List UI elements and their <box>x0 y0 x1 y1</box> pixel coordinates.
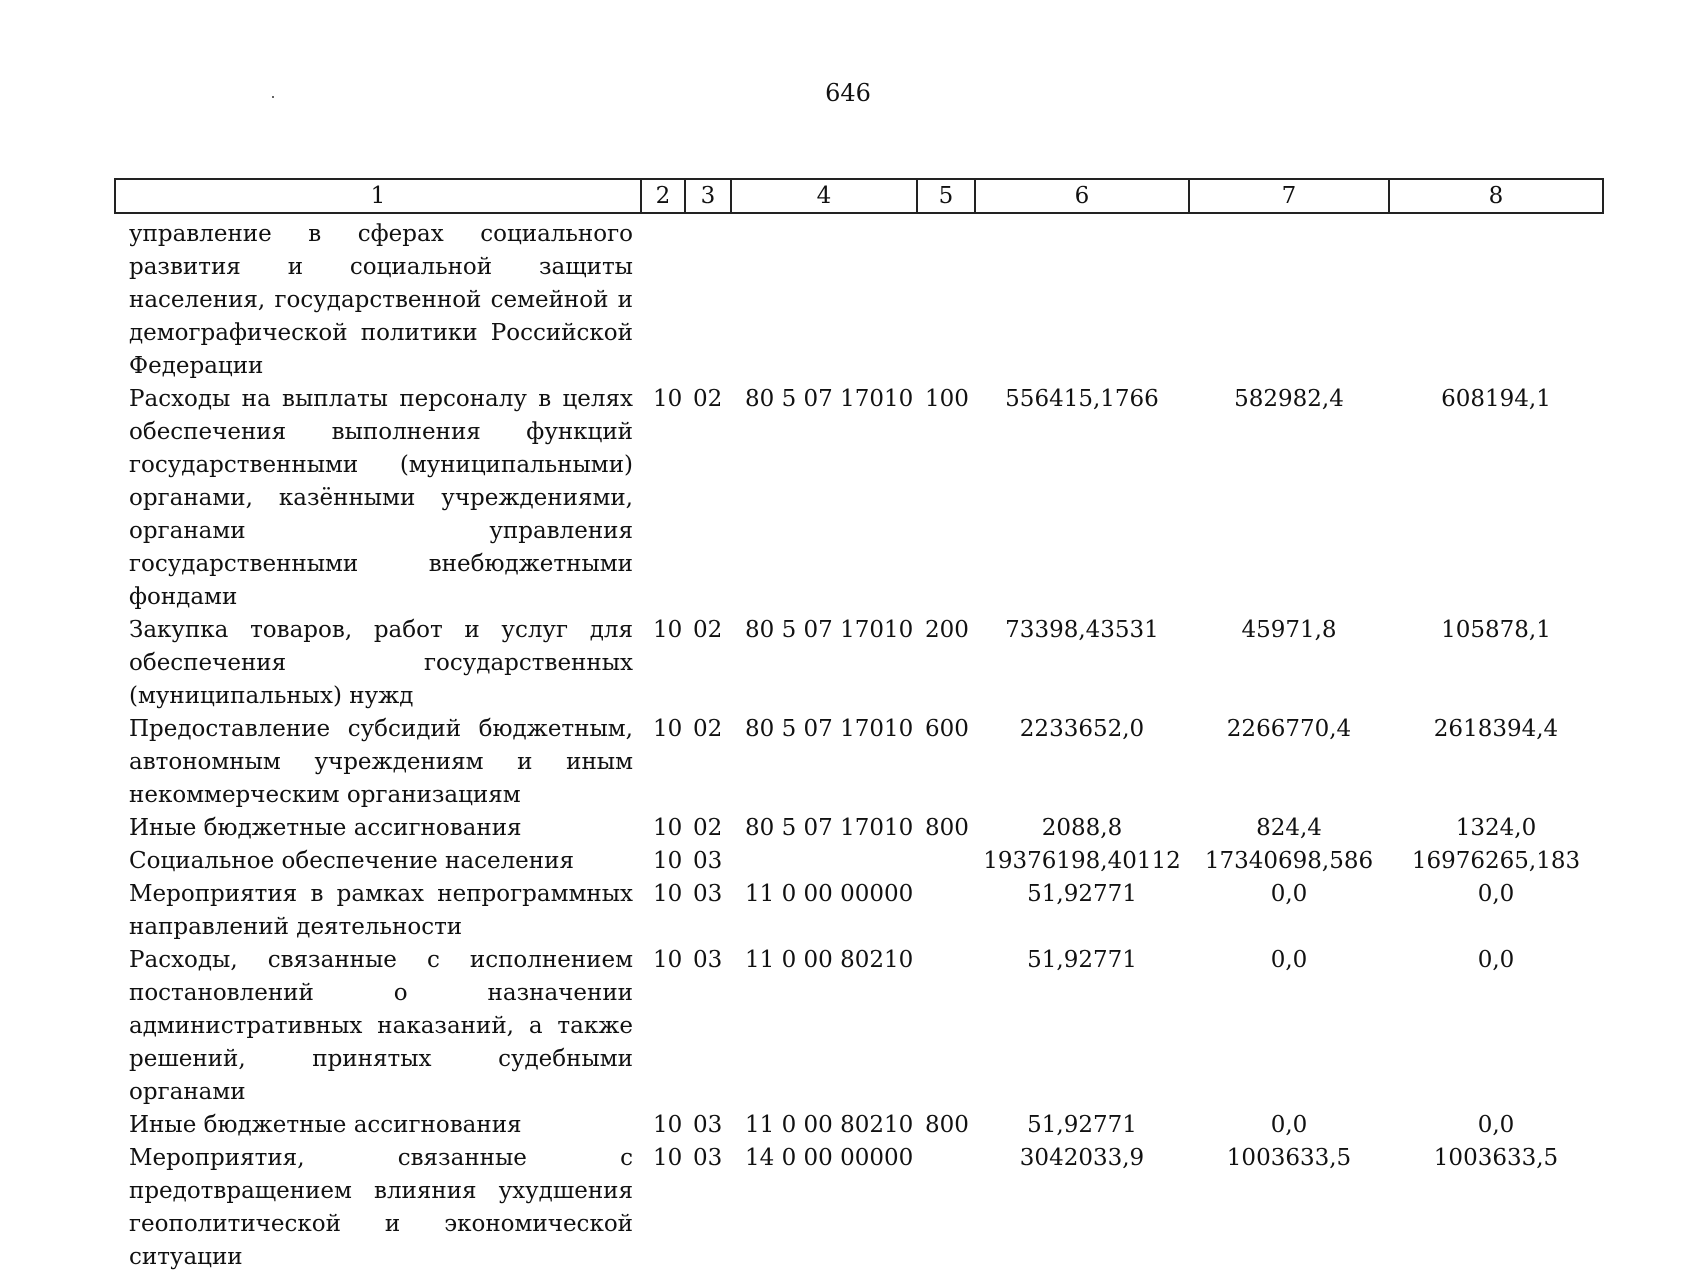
row-target-article <box>731 845 917 878</box>
table-row <box>115 878 1603 944</box>
row-value-col6: 51,92771 <box>1027 947 1137 973</box>
row-target-article: 80 5 07 17010 <box>745 815 914 841</box>
row-section: 10 <box>653 848 683 874</box>
row-target-article <box>731 213 917 383</box>
row-target-article: 80 5 07 17010 <box>745 386 914 412</box>
row-value-col6: 3042033,9 <box>1019 1145 1145 1171</box>
row-section: 10 <box>653 1145 683 1171</box>
row-section <box>641 213 685 383</box>
row-value-col6: 51,92771 <box>1027 881 1137 907</box>
row-subsection: 02 <box>693 815 723 841</box>
row-value-col6: 2233652,0 <box>1019 716 1145 742</box>
header-col-8: 8 <box>1389 179 1603 213</box>
row-value-col7: 824,4 <box>1256 815 1322 841</box>
row-expense-type: 200 <box>925 617 969 643</box>
table-body <box>115 213 1603 1274</box>
row-name: Иные бюджетные ассигнования <box>129 815 522 841</box>
header-col-1: 1 <box>115 179 641 213</box>
row-value-col6: 51,92771 <box>1027 1112 1137 1138</box>
row-name: управление в сферах социального развития и социальной защиты населения, государственной семейной и демографической политики Российской Федерации <box>129 221 633 379</box>
row-value-col8: 0,0 <box>1477 881 1515 907</box>
row-name: Мероприятия, связанные с предотвращением влияния ухудшения геополитической и экономической ситуации <box>129 1145 633 1270</box>
row-value-col8: 1324,0 <box>1455 815 1537 841</box>
row-subsection: 02 <box>693 617 723 643</box>
row-subsection: 03 <box>693 1145 723 1171</box>
row-name: Предоставление субсидий бюджетным, автономным учреждениям и иным некоммерческим организациям <box>129 716 633 808</box>
row-name: Расходы, связанные с исполнением постановлений о назначении административных наказаний, а также решений, принятых судебными органами <box>129 947 633 1105</box>
header-row <box>115 179 1603 213</box>
row-subsection: 03 <box>693 947 723 973</box>
row-subsection: 02 <box>693 386 723 412</box>
table-row <box>115 845 1603 878</box>
row-value-col7: 0,0 <box>1270 1112 1308 1138</box>
scan-speck <box>272 96 274 98</box>
table-row <box>115 1142 1603 1274</box>
row-value-col7: 582982,4 <box>1234 386 1344 412</box>
table-row <box>115 812 1603 845</box>
row-value-col8: 0,0 <box>1477 1112 1515 1138</box>
row-section: 10 <box>653 617 683 643</box>
row-name: Социальное обеспечение населения <box>129 848 574 874</box>
row-value-col8: 0,0 <box>1477 947 1515 973</box>
row-name: Расходы на выплаты персоналу в целях обеспечения выполнения функций государственными (муниципальными) органами, казёнными учреждениями, органами управления государственными внебюджетными фондами <box>129 386 633 610</box>
row-section: 10 <box>653 386 683 412</box>
row-value-col7: 0,0 <box>1270 947 1308 973</box>
row-value-col7: 1003633,5 <box>1226 1145 1352 1171</box>
row-value-col7: 17340698,586 <box>1204 848 1374 874</box>
row-expense-type <box>917 1142 975 1274</box>
row-expense-type <box>917 213 975 383</box>
row-section: 10 <box>653 947 683 973</box>
row-name: Мероприятия в рамках непрограммных направлений деятельности <box>129 881 633 940</box>
row-value-col6: 2088,8 <box>1041 815 1123 841</box>
row-value-col6: 19376198,40112 <box>983 848 1181 874</box>
row-value-col6 <box>975 213 1189 383</box>
table-row <box>115 1109 1603 1142</box>
table-row <box>115 614 1603 713</box>
header-col-4: 4 <box>731 179 917 213</box>
row-value-col7: 0,0 <box>1270 881 1308 907</box>
row-target-article: 80 5 07 17010 <box>745 617 914 643</box>
row-expense-type: 100 <box>925 386 969 412</box>
row-expense-type: 800 <box>925 1112 969 1138</box>
header-col-2: 2 <box>641 179 685 213</box>
row-name: Иные бюджетные ассигнования <box>129 1112 522 1138</box>
table-row <box>115 213 1603 383</box>
page-number: 646 <box>825 79 871 107</box>
row-name: Закупка товаров, работ и услуг для обеспечения государственных (муниципальных) нужд <box>129 617 633 709</box>
row-value-col7: 45971,8 <box>1241 617 1337 643</box>
row-value-col8: 105878,1 <box>1441 617 1551 643</box>
row-target-article: 14 0 00 00000 <box>745 1145 914 1171</box>
row-target-article: 11 0 00 80210 <box>745 1112 914 1138</box>
row-value-col7 <box>1189 213 1389 383</box>
row-value-col7: 2266770,4 <box>1226 716 1352 742</box>
row-value-col8: 608194,1 <box>1441 386 1551 412</box>
row-expense-type <box>917 845 975 878</box>
row-section: 10 <box>653 716 683 742</box>
row-subsection: 02 <box>693 716 723 742</box>
row-value-col8: 16976265,183 <box>1411 848 1581 874</box>
row-subsection: 03 <box>693 881 723 907</box>
table-row <box>115 713 1603 812</box>
row-expense-type <box>917 944 975 1109</box>
row-section: 10 <box>653 881 683 907</box>
row-value-col6: 73398,43531 <box>1005 617 1159 643</box>
header-col-3: 3 <box>685 179 731 213</box>
row-subsection: 03 <box>693 848 723 874</box>
row-expense-type: 800 <box>925 815 969 841</box>
row-value-col8: 1003633,5 <box>1433 1145 1559 1171</box>
row-value-col8: 2618394,4 <box>1433 716 1559 742</box>
row-subsection <box>685 213 731 383</box>
row-expense-type <box>917 878 975 944</box>
row-section: 10 <box>653 815 683 841</box>
row-target-article: 11 0 00 00000 <box>745 881 914 907</box>
table-row <box>115 944 1603 1109</box>
row-target-article: 80 5 07 17010 <box>745 716 914 742</box>
row-value-col6: 556415,1766 <box>1005 386 1159 412</box>
table-header <box>115 179 1603 213</box>
table-row <box>115 383 1603 614</box>
budget-table <box>114 178 1604 1274</box>
row-value-col8 <box>1389 213 1603 383</box>
row-expense-type: 600 <box>925 716 969 742</box>
header-col-6: 6 <box>975 179 1189 213</box>
header-col-7: 7 <box>1189 179 1389 213</box>
row-subsection: 03 <box>693 1112 723 1138</box>
row-section: 10 <box>653 1112 683 1138</box>
header-col-5: 5 <box>917 179 975 213</box>
row-target-article: 11 0 00 80210 <box>745 947 914 973</box>
